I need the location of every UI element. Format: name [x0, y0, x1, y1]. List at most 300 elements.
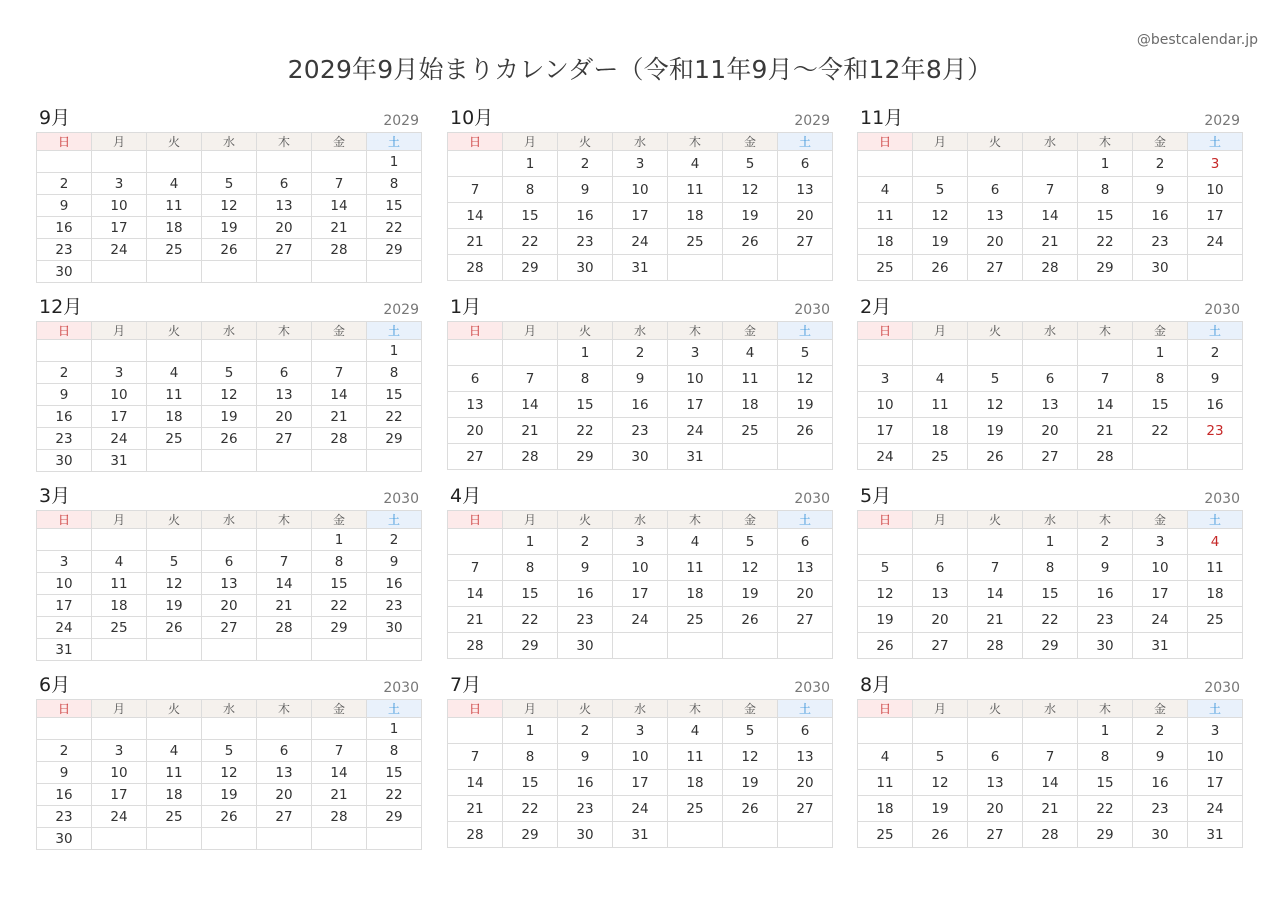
- day-cell: 28: [968, 633, 1023, 659]
- week-row: [858, 255, 1243, 281]
- empty-day-cell: [968, 529, 1023, 555]
- weekday-label: 金: [1133, 700, 1188, 718]
- week-row: [858, 770, 1243, 796]
- day-cell: 14: [312, 762, 367, 784]
- day-cell: 22: [503, 796, 558, 822]
- weekday-label: 月: [913, 511, 968, 529]
- day-cell: 21: [968, 607, 1023, 633]
- weekday-label: 金: [312, 133, 367, 151]
- month-name: 9月: [39, 107, 71, 129]
- day-cell: 29: [503, 822, 558, 848]
- month-calendar: [857, 673, 1243, 848]
- day-cell: 1: [312, 529, 367, 551]
- day-cell: 1: [1133, 340, 1188, 366]
- month-name: 10月: [450, 107, 494, 129]
- empty-day-cell: [92, 340, 147, 362]
- day-cell: 30: [558, 633, 613, 659]
- day-cell: 9: [37, 762, 92, 784]
- day-cell: 22: [312, 595, 367, 617]
- month-calendar: [36, 673, 422, 850]
- month-calendar: [447, 295, 833, 470]
- day-cell: 5: [913, 744, 968, 770]
- day-cell: 4: [668, 151, 723, 177]
- day-cell: 10: [92, 762, 147, 784]
- day-cell: 1: [1023, 529, 1078, 555]
- weekday-label: 金: [723, 511, 778, 529]
- day-cell: 6: [778, 151, 833, 177]
- month-calendar: [36, 484, 422, 661]
- month-table: [447, 510, 833, 659]
- day-cell: 5: [723, 529, 778, 555]
- month-name: 6月: [39, 674, 71, 696]
- month-table: [36, 699, 422, 850]
- weekday-label: 日: [448, 700, 503, 718]
- day-cell: 14: [1023, 203, 1078, 229]
- week-row: [37, 617, 422, 639]
- day-cell: 18: [147, 217, 202, 239]
- weekday-label: 月: [503, 322, 558, 340]
- day-cell: 3: [1133, 529, 1188, 555]
- day-cell: 28: [448, 255, 503, 281]
- day-cell: 30: [1078, 633, 1133, 659]
- day-cell: 14: [1023, 770, 1078, 796]
- week-row: [37, 595, 422, 617]
- month-table: [447, 321, 833, 470]
- day-cell: 11: [668, 744, 723, 770]
- day-cell: 28: [312, 428, 367, 450]
- weekday-label: 水: [613, 133, 668, 151]
- month-header: [36, 106, 422, 132]
- day-cell: 29: [558, 444, 613, 470]
- week-row: [37, 173, 422, 195]
- day-cell: 27: [778, 229, 833, 255]
- weekday-label: 金: [312, 700, 367, 718]
- empty-day-cell: [1023, 718, 1078, 744]
- month-year: 2029: [794, 113, 830, 129]
- day-cell: 26: [202, 239, 257, 261]
- day-cell: 6: [257, 173, 312, 195]
- weekday-label: 水: [1023, 511, 1078, 529]
- day-cell: 16: [37, 217, 92, 239]
- day-cell: 21: [1023, 229, 1078, 255]
- month-year: 2029: [1204, 113, 1240, 129]
- weekday-label: 木: [257, 700, 312, 718]
- empty-day-cell: [147, 639, 202, 661]
- empty-day-cell: [312, 340, 367, 362]
- empty-day-cell: [202, 639, 257, 661]
- week-row: [858, 607, 1243, 633]
- empty-day-cell: [1023, 340, 1078, 366]
- weekday-label: 月: [913, 322, 968, 340]
- month-calendar: [447, 673, 833, 848]
- day-cell: 12: [723, 555, 778, 581]
- day-cell: 27: [968, 255, 1023, 281]
- week-row: [448, 822, 833, 848]
- weekday-label: 金: [312, 322, 367, 340]
- day-cell: 31: [1133, 633, 1188, 659]
- day-cell: 4: [92, 551, 147, 573]
- week-row: [858, 555, 1243, 581]
- month-header: [857, 673, 1243, 699]
- weekday-label: 水: [613, 322, 668, 340]
- weekday-label: 金: [1133, 133, 1188, 151]
- day-cell: 2: [558, 529, 613, 555]
- week-row: [448, 255, 833, 281]
- day-cell: 10: [858, 392, 913, 418]
- day-cell: 28: [503, 444, 558, 470]
- empty-day-cell: [147, 261, 202, 283]
- day-cell: 13: [448, 392, 503, 418]
- empty-day-cell: [367, 261, 422, 283]
- day-cell: 17: [668, 392, 723, 418]
- day-cell: 29: [312, 617, 367, 639]
- day-cell: 27: [257, 806, 312, 828]
- week-row: [858, 444, 1243, 470]
- day-cell: 9: [1133, 744, 1188, 770]
- empty-day-cell: [778, 822, 833, 848]
- day-cell: 24: [858, 444, 913, 470]
- day-cell: 12: [913, 770, 968, 796]
- month-year: 2030: [1204, 491, 1240, 507]
- month-year: 2030: [794, 302, 830, 318]
- weekday-label: 日: [858, 511, 913, 529]
- month-year: 2030: [794, 491, 830, 507]
- day-cell: 24: [37, 617, 92, 639]
- empty-day-cell: [668, 633, 723, 659]
- week-row: [37, 740, 422, 762]
- day-cell: 4: [858, 744, 913, 770]
- week-row: [37, 806, 422, 828]
- weekday-header-row: [858, 700, 1243, 718]
- day-cell: 2: [558, 151, 613, 177]
- day-cell: 19: [858, 607, 913, 633]
- day-cell: 5: [913, 177, 968, 203]
- empty-day-cell: [312, 718, 367, 740]
- month-year: 2030: [1204, 302, 1240, 318]
- day-cell: 17: [858, 418, 913, 444]
- weekday-label: 火: [147, 133, 202, 151]
- day-cell: 11: [147, 195, 202, 217]
- day-cell: 13: [202, 573, 257, 595]
- empty-day-cell: [312, 151, 367, 173]
- day-cell: 8: [367, 173, 422, 195]
- weekday-label: 水: [1023, 133, 1078, 151]
- day-cell: 18: [668, 770, 723, 796]
- weekday-label: 火: [147, 322, 202, 340]
- day-cell: 19: [202, 217, 257, 239]
- week-row: [448, 744, 833, 770]
- day-cell: 5: [778, 340, 833, 366]
- weekday-label: 月: [92, 511, 147, 529]
- month-header: [857, 484, 1243, 510]
- empty-day-cell: [668, 822, 723, 848]
- day-cell: 1: [367, 340, 422, 362]
- day-cell: 28: [312, 239, 367, 261]
- day-cell: 9: [367, 551, 422, 573]
- day-cell: 18: [858, 229, 913, 255]
- day-cell: 19: [968, 418, 1023, 444]
- day-cell: 21: [448, 607, 503, 633]
- day-cell: 2: [37, 740, 92, 762]
- day-cell: 18: [913, 418, 968, 444]
- month-header: [447, 106, 833, 132]
- day-cell: 27: [968, 822, 1023, 848]
- day-cell: 16: [558, 581, 613, 607]
- day-cell: 12: [723, 177, 778, 203]
- day-cell: 17: [1133, 581, 1188, 607]
- day-cell: 29: [1078, 822, 1133, 848]
- day-cell: 8: [1078, 744, 1133, 770]
- day-cell: 22: [367, 406, 422, 428]
- day-cell: 24: [613, 229, 668, 255]
- day-cell: 24: [92, 428, 147, 450]
- weekday-header-row: [448, 133, 833, 151]
- empty-day-cell: [312, 828, 367, 850]
- month-calendar: [857, 106, 1243, 281]
- empty-day-cell: [37, 151, 92, 173]
- empty-day-cell: [1188, 255, 1243, 281]
- day-cell: 4: [858, 177, 913, 203]
- day-cell: 25: [668, 796, 723, 822]
- day-cell: 14: [312, 195, 367, 217]
- empty-day-cell: [968, 340, 1023, 366]
- day-cell: 19: [202, 406, 257, 428]
- weekday-label: 水: [613, 511, 668, 529]
- day-cell: 20: [1023, 418, 1078, 444]
- weekday-label: 月: [503, 511, 558, 529]
- weekday-label: 土: [1188, 133, 1243, 151]
- day-cell: 28: [1078, 444, 1133, 470]
- day-cell: 20: [968, 229, 1023, 255]
- day-cell: 20: [913, 607, 968, 633]
- day-cell: 8: [312, 551, 367, 573]
- weekday-label: 土: [778, 511, 833, 529]
- weekday-label: 日: [858, 133, 913, 151]
- weekday-label: 金: [723, 322, 778, 340]
- weekday-label: 日: [858, 700, 913, 718]
- day-cell: 14: [1078, 392, 1133, 418]
- day-cell: 3: [668, 340, 723, 366]
- day-cell: 30: [558, 255, 613, 281]
- weekday-label: 木: [668, 322, 723, 340]
- weekday-label: 金: [1133, 322, 1188, 340]
- week-row: [37, 762, 422, 784]
- empty-day-cell: [92, 529, 147, 551]
- week-row: [37, 384, 422, 406]
- empty-day-cell: [1188, 633, 1243, 659]
- day-cell: 7: [1078, 366, 1133, 392]
- day-cell: 20: [257, 784, 312, 806]
- day-cell: 13: [257, 195, 312, 217]
- month-calendar: [36, 295, 422, 472]
- week-row: [858, 581, 1243, 607]
- empty-day-cell: [257, 151, 312, 173]
- day-cell: 25: [147, 806, 202, 828]
- week-row: [37, 239, 422, 261]
- empty-day-cell: [37, 340, 92, 362]
- day-cell: 5: [202, 740, 257, 762]
- day-cell: 4: [147, 362, 202, 384]
- day-cell: 18: [1188, 581, 1243, 607]
- weekday-header-row: [858, 133, 1243, 151]
- empty-day-cell: [367, 450, 422, 472]
- day-cell: 19: [913, 229, 968, 255]
- weekday-label: 火: [968, 700, 1023, 718]
- day-cell: 30: [1133, 822, 1188, 848]
- empty-day-cell: [202, 828, 257, 850]
- empty-day-cell: [858, 151, 913, 177]
- empty-day-cell: [202, 718, 257, 740]
- day-cell: 20: [968, 796, 1023, 822]
- month-table: [36, 510, 422, 661]
- day-cell: 30: [37, 261, 92, 283]
- day-cell: 24: [613, 607, 668, 633]
- day-cell: 27: [257, 239, 312, 261]
- day-cell: 1: [503, 718, 558, 744]
- week-row: [448, 366, 833, 392]
- day-cell: 12: [202, 384, 257, 406]
- day-cell: 26: [202, 428, 257, 450]
- empty-day-cell: [723, 633, 778, 659]
- weekday-label: 土: [1188, 322, 1243, 340]
- empty-day-cell: [723, 255, 778, 281]
- day-cell: 3: [613, 718, 668, 744]
- day-cell: 23: [558, 607, 613, 633]
- week-row: [858, 151, 1243, 177]
- day-cell: 1: [558, 340, 613, 366]
- weekday-label: 水: [202, 322, 257, 340]
- day-cell: 11: [92, 573, 147, 595]
- day-cell: 20: [778, 203, 833, 229]
- day-cell: 18: [858, 796, 913, 822]
- day-cell: 3: [92, 362, 147, 384]
- weekday-label: 日: [37, 133, 92, 151]
- day-cell: 3: [613, 151, 668, 177]
- day-cell: 23: [1133, 229, 1188, 255]
- day-cell: 6: [913, 555, 968, 581]
- day-cell: 22: [558, 418, 613, 444]
- day-cell: 23: [558, 796, 613, 822]
- weekday-label: 土: [367, 322, 422, 340]
- day-cell: 10: [1188, 177, 1243, 203]
- day-cell: 10: [613, 555, 668, 581]
- day-cell: 26: [968, 444, 1023, 470]
- weekday-header-row: [37, 511, 422, 529]
- weekday-header-row: [37, 133, 422, 151]
- weekday-label: 金: [723, 700, 778, 718]
- week-row: [37, 718, 422, 740]
- day-cell: 21: [312, 217, 367, 239]
- week-row: [37, 217, 422, 239]
- week-row: [448, 444, 833, 470]
- weekday-label: 月: [503, 133, 558, 151]
- day-cell: 16: [37, 406, 92, 428]
- weekday-label: 日: [37, 511, 92, 529]
- day-cell: 21: [312, 784, 367, 806]
- weekday-label: 土: [367, 511, 422, 529]
- empty-day-cell: [913, 529, 968, 555]
- day-cell: 11: [1188, 555, 1243, 581]
- day-cell: 4: [723, 340, 778, 366]
- day-cell: 11: [147, 762, 202, 784]
- day-cell: 23: [1133, 796, 1188, 822]
- day-cell: 14: [312, 384, 367, 406]
- day-cell: 13: [968, 770, 1023, 796]
- day-cell: 25: [858, 822, 913, 848]
- watermark: @bestcalendar.jp: [1136, 32, 1258, 48]
- day-cell: 28: [257, 617, 312, 639]
- day-cell: 10: [37, 573, 92, 595]
- day-cell: 8: [1023, 555, 1078, 581]
- day-cell: 24: [613, 796, 668, 822]
- day-cell: 14: [257, 573, 312, 595]
- day-cell: 20: [202, 595, 257, 617]
- week-row: [448, 177, 833, 203]
- day-cell: 18: [668, 581, 723, 607]
- day-cell: 13: [257, 762, 312, 784]
- month-table: [857, 510, 1243, 659]
- empty-day-cell: [257, 340, 312, 362]
- week-row: [858, 203, 1243, 229]
- empty-day-cell: [778, 633, 833, 659]
- day-cell: 25: [723, 418, 778, 444]
- week-row: [37, 784, 422, 806]
- week-row: [448, 555, 833, 581]
- day-cell: 15: [367, 195, 422, 217]
- day-cell: 23: [37, 428, 92, 450]
- day-cell: 16: [1078, 581, 1133, 607]
- day-cell: 19: [913, 796, 968, 822]
- day-cell: 18: [147, 406, 202, 428]
- day-cell: 5: [202, 362, 257, 384]
- day-cell: 21: [503, 418, 558, 444]
- weekday-label: 月: [92, 133, 147, 151]
- empty-day-cell: [367, 828, 422, 850]
- day-cell: 4: [1188, 529, 1243, 555]
- month-header: [36, 484, 422, 510]
- empty-day-cell: [968, 718, 1023, 744]
- day-cell: 26: [913, 255, 968, 281]
- week-row: [37, 639, 422, 661]
- day-cell: 10: [1188, 744, 1243, 770]
- day-cell: 8: [503, 177, 558, 203]
- empty-day-cell: [723, 822, 778, 848]
- day-cell: 22: [1078, 229, 1133, 255]
- weekday-label: 土: [778, 322, 833, 340]
- empty-day-cell: [202, 450, 257, 472]
- weekday-label: 土: [1188, 511, 1243, 529]
- day-cell: 8: [367, 740, 422, 762]
- day-cell: 30: [37, 450, 92, 472]
- weekday-label: 火: [558, 700, 613, 718]
- empty-day-cell: [257, 261, 312, 283]
- week-row: [448, 796, 833, 822]
- day-cell: 18: [723, 392, 778, 418]
- weekday-label: 火: [558, 511, 613, 529]
- day-cell: 21: [312, 406, 367, 428]
- weekday-label: 木: [257, 133, 312, 151]
- weekday-label: 火: [968, 133, 1023, 151]
- week-row: [37, 151, 422, 173]
- day-cell: 15: [1023, 581, 1078, 607]
- month-calendar: [447, 106, 833, 281]
- week-row: [37, 340, 422, 362]
- day-cell: 22: [1023, 607, 1078, 633]
- week-row: [37, 529, 422, 551]
- day-cell: 3: [92, 173, 147, 195]
- day-cell: 24: [92, 239, 147, 261]
- empty-day-cell: [858, 529, 913, 555]
